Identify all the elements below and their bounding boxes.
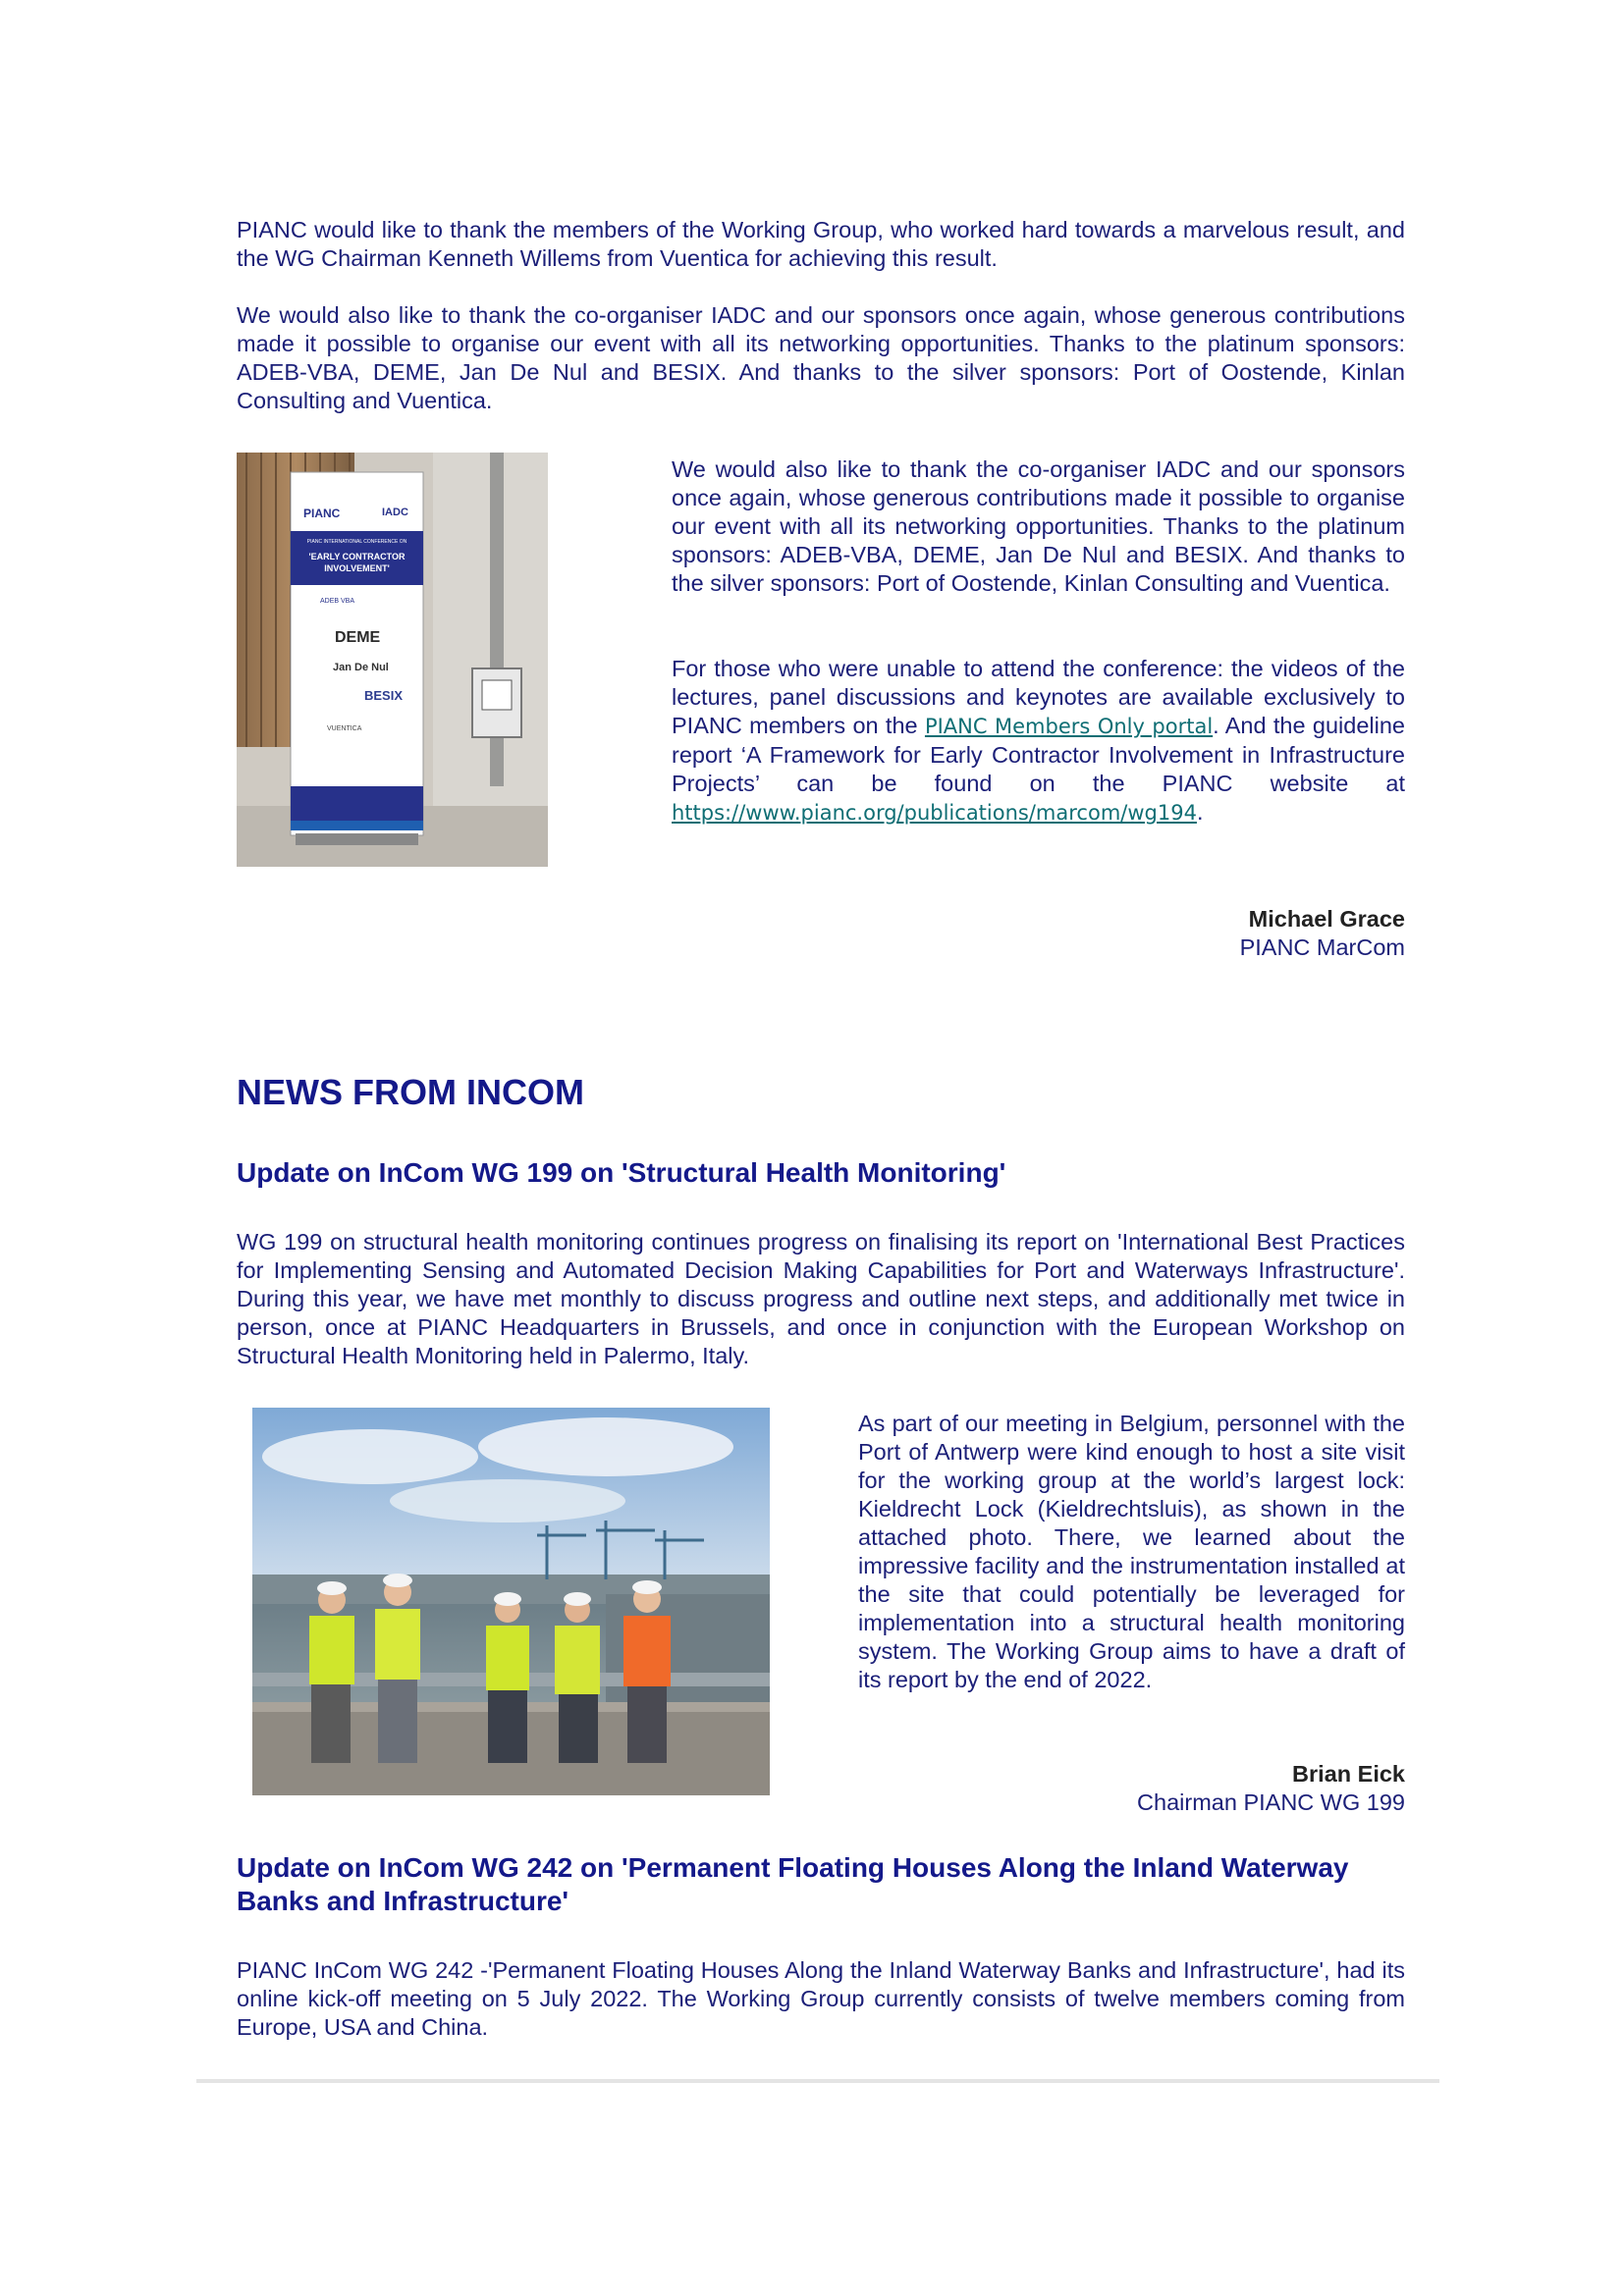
- sponsor-adeb: ADEB VBA: [320, 598, 355, 605]
- signature-michael-grace: [982, 905, 1405, 962]
- intro-paragraph-thanks: PIANC would like to thank the members of the Working Group, who worked hard towards a marvelous result, and the WG Chairman Kenneth Willems from Vuentica for achieving this result.: [237, 217, 1405, 271]
- sponsor-vuentica: VUENTICA: [327, 725, 362, 732]
- signature-name: Brian Eick: [1292, 1761, 1405, 1787]
- videos-text-b: . And the guideline report ‘A Framework for Early Contractor Involvement in Infrastructure Projects’ can be found on the PIANC website at: [672, 713, 1405, 796]
- sponsor-jan-de-nul: Jan De Nul: [333, 662, 389, 673]
- sponsor-deme: DEME: [335, 629, 381, 646]
- signature-role: Chairman PIANC WG 199: [1137, 1789, 1405, 1815]
- videos-text-c: .: [1196, 799, 1204, 825]
- members-portal-link[interactable]: PIANC Members Only portal: [924, 715, 1214, 738]
- iadc-logo: IADC: [382, 507, 408, 518]
- side-paragraph-sponsors: We would also like to thank the co-organiser IADC and our sponsors once again, whose generous contributions made it possible to organise our event with all its networking opportunities. Thanks to the platinum sponsors: ADEB-VBA, DEME, Jan De Nul and BESIX. And thanks to the silver sponsors: Port of Oostende, Kinlan Consulting and Vuentica.: [672, 456, 1405, 596]
- banner-title: 'EARLY CONTRACTOR INVOLVEMENT': [308, 552, 406, 573]
- pianc-logo: PIANC: [303, 507, 341, 520]
- wg199-paragraph-progress: WG 199 on structural health monitoring continues progress on finalising its report on 'International Best Practices for Implementing Sensing and Automated Decision Making Capabilities for Port and Waterways Infrastructure'. During this year, we have met monthly to discuss progress and outline next steps, and additionally met twice in person, once at PIANC Headquarters in Brussels, and once in conjunction with the European Workshop on Structural Health Monitoring held in Palermo, Italy.: [237, 1229, 1405, 1368]
- banner-footer: Brussels, 6 October 2022: [323, 776, 391, 782]
- wg194-url-link[interactable]: https://www.pianc.org/publications/marcom/wg194: [672, 801, 1197, 825]
- intro-paragraph-sponsors: We would also like to thank the co-organiser IADC and our sponsors once again, whose generous contributions made it possible to organise our event with all its networking opportunities. Thanks to the platinum sponsors: ADEB-VBA, DEME, Jan De Nul and BESIX. And thanks to the silver sponsors: Port of Oostende, Kinlan Consulting and Vuentica.: [237, 302, 1405, 413]
- wg199-heading: Update on InCom WG 199 on 'Structural Health Monitoring': [237, 1157, 1006, 1188]
- videos-text-a: For those who were unable to attend the conference: the videos of the lectures, panel discussions and keynotes are available exclusively to PIANC members on the: [672, 656, 1405, 738]
- section-title: NEWS FROM INCOM: [237, 1072, 584, 1112]
- signature-name: Michael Grace: [1248, 906, 1405, 932]
- banner-subtitle: PIANC INTERNATIONAL CONFERENCE ON: [306, 539, 407, 545]
- side-paragraph-videos: [672, 655, 1405, 828]
- wg242-paragraph: PIANC InCom WG 242 -'Permanent Floating Houses Along the Inland Waterway Banks and Infrastructure', had its online kick-off meeting on 5 July 2022. The Working Group currently consists of twelve members coming from Europe, USA and China.: [237, 1957, 1405, 2040]
- wg242-heading: Update on InCom WG 242 on 'Permanent Floating Houses Along the Inland Waterway Banks and Infrastructure': [237, 1852, 1349, 1916]
- signature-role: PIANC MarCom: [1239, 934, 1405, 960]
- wg199-paragraph-site-visit: As part of our meeting in Belgium, personnel with the Port of Antwerp were kind enough to host a site visit for the working group at the world’s largest lock: Kieldrecht Lock (Kieldrechtsluis), as shown in the attached photo. There, we learned about the impressive facility and the instrumentation installed at the site that could potentially be leveraged for implementation into a structural health monitoring system. The Working Group aims to have a draft of its report by the end of 2022.: [858, 1411, 1405, 1692]
- page-footer-rule: [196, 2079, 1439, 2083]
- conference-banner-photo: [237, 453, 548, 867]
- sponsor-besix: BESIX: [364, 688, 404, 703]
- site-visit-photo: [252, 1408, 770, 1795]
- signature-brian-eick: [982, 1760, 1405, 1817]
